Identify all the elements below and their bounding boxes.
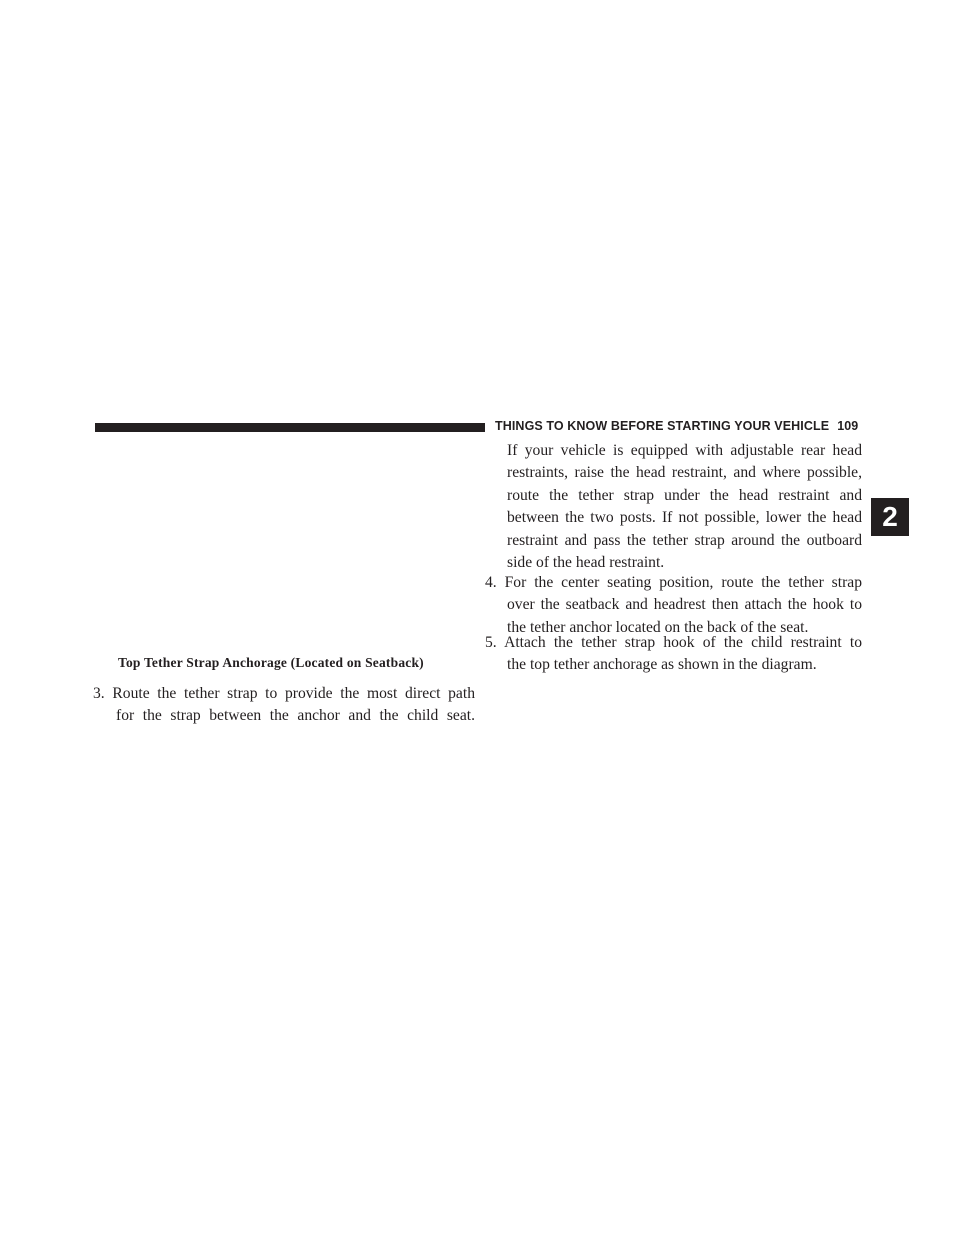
step-3-first-line: 3. Route the tether strap to provide the most direct path — [93, 685, 475, 702]
section-title: THINGS TO KNOW BEFORE STARTING YOUR VEHICLE — [495, 419, 830, 433]
step-4 — [485, 572, 862, 639]
step-4-first-line: 4. For the center seating position, route the tether strap — [485, 574, 862, 591]
step-5-rest: the top tether anchorage as shown in the diagram. — [507, 656, 817, 674]
step-5-first-line: 5. Attach the tether strap hook of the child restraint to — [485, 634, 862, 651]
step-3 — [93, 683, 475, 728]
page-number: 109 — [837, 419, 859, 433]
step-5 — [485, 632, 862, 677]
step-5-number: 5. — [485, 634, 497, 651]
running-header — [495, 418, 858, 434]
chapter-tab: 2 — [871, 498, 909, 536]
step-4-rest: over the seatback and headrest then attach the hook to the tether anchor located on the back of the seat. — [507, 596, 862, 636]
header-rule — [95, 423, 485, 432]
step-3-number: 3. — [93, 685, 105, 702]
figure-caption: Top Tether Strap Anchorage (Located on Seatback) — [118, 655, 424, 670]
step-4-number: 4. — [485, 574, 497, 591]
step-3-continued: If your vehicle is equipped with adjustable rear head restraints, raise the head restraint, and where possible, route the tether strap under the head restraint and between the two posts. If not possible, lower the head restraint and pass the tether strap around the outboard side of the head restraint. — [507, 442, 862, 572]
step-3-rest: for the strap between the anchor and the child seat. — [116, 707, 475, 725]
